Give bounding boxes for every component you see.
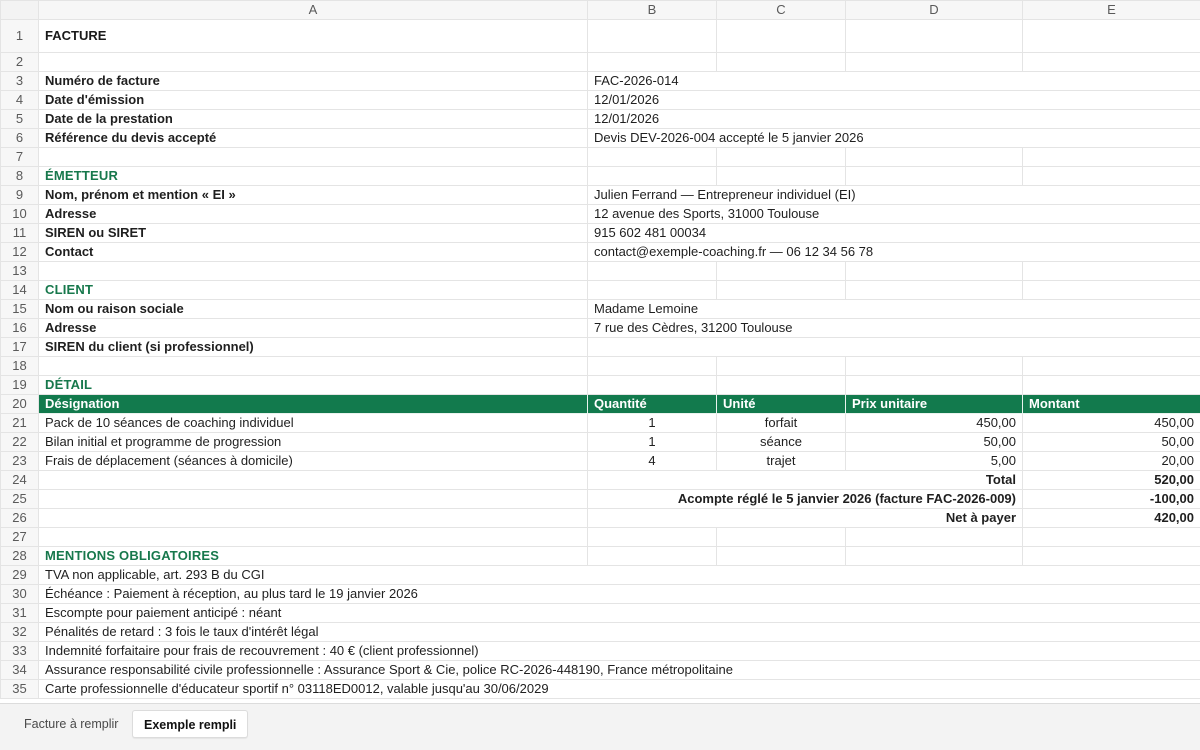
cell[interactable] xyxy=(846,357,1023,376)
label-cell[interactable]: Nom ou raison sociale xyxy=(39,300,588,319)
row-header[interactable]: 31 xyxy=(1,604,39,623)
row-header[interactable]: 33 xyxy=(1,642,39,661)
cell[interactable] xyxy=(846,20,1023,53)
designation-cell[interactable]: Bilan initial et programme de progression xyxy=(39,433,588,452)
cell[interactable] xyxy=(846,167,1023,186)
cell[interactable] xyxy=(846,281,1023,300)
table-header-prix-unitaire[interactable]: Prix unitaire xyxy=(846,395,1023,414)
value-cell[interactable]: 12/01/2026 xyxy=(588,110,1200,129)
label-cell[interactable]: Référence du devis accepté xyxy=(39,129,588,148)
cell[interactable] xyxy=(1023,281,1200,300)
cell[interactable] xyxy=(846,53,1023,72)
row-header[interactable]: 30 xyxy=(1,585,39,604)
column-header-b[interactable]: B xyxy=(588,1,717,20)
row-header[interactable]: 23 xyxy=(1,452,39,471)
value-cell[interactable]: FAC-2026-014 xyxy=(588,72,1200,91)
value-cell[interactable]: 915 602 481 00034 xyxy=(588,224,1200,243)
row-14 xyxy=(1,281,1200,300)
select-all-corner[interactable] xyxy=(1,1,39,20)
row-header[interactable]: 8 xyxy=(1,167,39,186)
row-header[interactable]: 22 xyxy=(1,433,39,452)
cell[interactable] xyxy=(588,167,717,186)
row-17 xyxy=(1,338,1200,357)
row-24 xyxy=(1,471,1200,490)
value-cell[interactable]: 12/01/2026 xyxy=(588,91,1200,110)
cell[interactable] xyxy=(717,20,846,53)
table-row xyxy=(1,452,1200,471)
cell[interactable] xyxy=(588,528,717,547)
amount-cell[interactable]: 450,00 xyxy=(1023,414,1200,433)
unit-cell[interactable]: forfait xyxy=(717,414,846,433)
value-cell[interactable] xyxy=(588,338,1200,357)
cell[interactable] xyxy=(717,528,846,547)
label-cell[interactable]: Adresse xyxy=(39,205,588,224)
quantity-cell[interactable]: 1 xyxy=(588,433,717,452)
label-cell[interactable]: SIREN du client (si professionnel) xyxy=(39,338,588,357)
cell[interactable] xyxy=(588,547,717,566)
row-18 xyxy=(1,357,1200,376)
value-cell[interactable]: 7 rue des Cèdres, 31200 Toulouse xyxy=(588,319,1200,338)
cell[interactable] xyxy=(846,148,1023,167)
cell[interactable] xyxy=(717,547,846,566)
label-cell[interactable]: Numéro de facture xyxy=(39,72,588,91)
row-7 xyxy=(1,148,1200,167)
label-cell[interactable]: Date d'émission xyxy=(39,91,588,110)
row-30 xyxy=(1,585,1200,604)
label-cell[interactable]: SIREN ou SIRET xyxy=(39,224,588,243)
row-1 xyxy=(1,20,1200,53)
amount-cell[interactable]: 20,00 xyxy=(1023,452,1200,471)
cell[interactable] xyxy=(846,528,1023,547)
net-to-pay-value[interactable]: 420,00 xyxy=(1023,509,1200,528)
row-header[interactable]: 15 xyxy=(1,300,39,319)
value-cell[interactable]: Madame Lemoine xyxy=(588,300,1200,319)
row-header[interactable]: 6 xyxy=(1,129,39,148)
cell[interactable] xyxy=(1023,148,1200,167)
column-header-a[interactable]: A xyxy=(39,1,588,20)
row-4 xyxy=(1,91,1200,110)
table-row xyxy=(1,433,1200,452)
cell[interactable] xyxy=(588,53,717,72)
row-header[interactable]: 26 xyxy=(1,509,39,528)
row-13 xyxy=(1,262,1200,281)
row-header[interactable]: 12 xyxy=(1,243,39,262)
label-cell[interactable]: Adresse xyxy=(39,319,588,338)
cell[interactable] xyxy=(1023,20,1200,53)
row-header[interactable]: 35 xyxy=(1,680,39,699)
total-label[interactable]: Total xyxy=(588,471,1023,490)
cell[interactable] xyxy=(1023,547,1200,566)
row-19 xyxy=(1,376,1200,395)
row-header[interactable]: 14 xyxy=(1,281,39,300)
row-header[interactable]: 4 xyxy=(1,91,39,110)
cell[interactable] xyxy=(846,547,1023,566)
cell[interactable] xyxy=(39,148,588,167)
row-35 xyxy=(1,680,1200,699)
mention-cell[interactable]: Indemnité forfaitaire pour frais de recouvrement : 40 € (client professionnel) xyxy=(39,642,1200,661)
mention-cell[interactable]: Échéance : Paiement à réception, au plus tard le 19 janvier 2026 xyxy=(39,585,1200,604)
cell[interactable] xyxy=(717,148,846,167)
row-25 xyxy=(1,490,1200,509)
deposit-label[interactable]: Acompte réglé le 5 janvier 2026 (facture FAC-2026-009) xyxy=(588,490,1023,509)
row-27 xyxy=(1,528,1200,547)
cell[interactable] xyxy=(39,471,588,490)
cell[interactable] xyxy=(717,357,846,376)
table-row xyxy=(1,414,1200,433)
cell[interactable] xyxy=(39,262,588,281)
cell[interactable] xyxy=(39,528,588,547)
sheet-tab-exemple-rempli[interactable]: Exemple rempli xyxy=(132,710,248,738)
row-header[interactable]: 17 xyxy=(1,338,39,357)
value-cell[interactable]: Devis DEV-2026-004 accepté le 5 janvier 2026 xyxy=(588,129,1200,148)
column-header-d[interactable]: D xyxy=(846,1,1023,20)
sheet-tab-bar xyxy=(0,703,1200,750)
value-cell[interactable]: contact@exemple-coaching.fr — 06 12 34 56 78 xyxy=(588,243,1200,262)
row-header[interactable]: 29 xyxy=(1,566,39,585)
cell[interactable] xyxy=(717,262,846,281)
row-header[interactable]: 9 xyxy=(1,186,39,205)
label-cell[interactable]: Date de la prestation xyxy=(39,110,588,129)
section-heading-detail[interactable]: DÉTAIL xyxy=(39,376,588,395)
row-header[interactable]: 18 xyxy=(1,357,39,376)
deposit-value[interactable]: -100,00 xyxy=(1023,490,1200,509)
cell[interactable] xyxy=(1023,357,1200,376)
row-header[interactable]: 2 xyxy=(1,53,39,72)
unit-cell[interactable]: trajet xyxy=(717,452,846,471)
column-header-c[interactable]: C xyxy=(717,1,846,20)
mention-cell[interactable]: Pénalités de retard : 3 fois le taux d'intérêt légal xyxy=(39,623,1200,642)
unit-price-cell[interactable]: 450,00 xyxy=(846,414,1023,433)
section-heading-emetteur[interactable]: ÉMETTEUR xyxy=(39,167,588,186)
row-header[interactable]: 13 xyxy=(1,262,39,281)
row-header[interactable]: 3 xyxy=(1,72,39,91)
cell[interactable] xyxy=(1023,167,1200,186)
row-9 xyxy=(1,186,1200,205)
row-16 xyxy=(1,319,1200,338)
row-header[interactable]: 20 xyxy=(1,395,39,414)
quantity-cell[interactable]: 1 xyxy=(588,414,717,433)
table-header-montant[interactable]: Montant xyxy=(1023,395,1200,414)
section-heading-client[interactable]: CLIENT xyxy=(39,281,588,300)
cell[interactable] xyxy=(717,53,846,72)
table-header-unite[interactable]: Unité xyxy=(717,395,846,414)
designation-cell[interactable]: Pack de 10 séances de coaching individuel xyxy=(39,414,588,433)
row-15 xyxy=(1,300,1200,319)
cell[interactable] xyxy=(588,148,717,167)
row-32 xyxy=(1,623,1200,642)
mention-cell[interactable]: Escompte pour paiement anticipé : néant xyxy=(39,604,1200,623)
row-header[interactable]: 10 xyxy=(1,205,39,224)
cell[interactable] xyxy=(717,376,846,395)
cell[interactable] xyxy=(1023,376,1200,395)
value-cell[interactable]: 12 avenue des Sports, 31000 Toulouse xyxy=(588,205,1200,224)
row-6 xyxy=(1,129,1200,148)
cell[interactable] xyxy=(1023,262,1200,281)
sheet-tab-facture-a-remplir[interactable]: Facture à remplir xyxy=(24,717,119,731)
row-8 xyxy=(1,167,1200,186)
row-header[interactable]: 19 xyxy=(1,376,39,395)
unit-price-cell[interactable]: 5,00 xyxy=(846,452,1023,471)
cell[interactable] xyxy=(717,167,846,186)
unit-cell[interactable]: séance xyxy=(717,433,846,452)
cell[interactable] xyxy=(39,509,588,528)
row-header[interactable]: 11 xyxy=(1,224,39,243)
row-header[interactable]: 16 xyxy=(1,319,39,338)
mention-cell[interactable]: Assurance responsabilité civile professionnelle : Assurance Sport & Cie, police RC-2026-448190, France métropolitaine xyxy=(39,661,1200,680)
row-31 xyxy=(1,604,1200,623)
row-header[interactable]: 7 xyxy=(1,148,39,167)
label-cell[interactable]: Contact xyxy=(39,243,588,262)
label-cell[interactable]: Nom, prénom et mention « EI » xyxy=(39,186,588,205)
designation-cell[interactable]: Frais de déplacement (séances à domicile) xyxy=(39,452,588,471)
mention-cell[interactable]: Carte professionnelle d'éducateur sportif n° 03118ED0012, valable jusqu'au 30/06/2029 xyxy=(39,680,1200,699)
net-to-pay-label[interactable]: Net à payer xyxy=(588,509,1023,528)
row-header[interactable]: 24 xyxy=(1,471,39,490)
row-26 xyxy=(1,509,1200,528)
row-20 xyxy=(1,395,1200,414)
cell[interactable] xyxy=(588,20,717,53)
row-header[interactable]: 32 xyxy=(1,623,39,642)
cell[interactable] xyxy=(1023,528,1200,547)
row-29 xyxy=(1,566,1200,585)
row-11 xyxy=(1,224,1200,243)
section-heading-mentions[interactable]: MENTIONS OBLIGATOIRES xyxy=(39,547,588,566)
invoice-title[interactable]: FACTURE xyxy=(39,20,588,53)
unit-price-cell[interactable]: 50,00 xyxy=(846,433,1023,452)
cell[interactable] xyxy=(39,357,588,376)
row-header[interactable]: 1 xyxy=(1,20,39,53)
row-header[interactable]: 21 xyxy=(1,414,39,433)
row-10 xyxy=(1,205,1200,224)
cell[interactable] xyxy=(1023,53,1200,72)
row-header[interactable]: 28 xyxy=(1,547,39,566)
row-2 xyxy=(1,53,1200,72)
value-cell[interactable]: Julien Ferrand — Entrepreneur individuel (EI) xyxy=(588,186,1200,205)
row-3 xyxy=(1,72,1200,91)
column-header-row xyxy=(1,1,1200,20)
cell[interactable] xyxy=(39,53,588,72)
cell[interactable] xyxy=(39,490,588,509)
row-34 xyxy=(1,661,1200,680)
column-header-e[interactable]: E xyxy=(1023,1,1200,20)
row-33 xyxy=(1,642,1200,661)
row-5 xyxy=(1,110,1200,129)
table-header-designation[interactable]: Désignation xyxy=(39,395,588,414)
mention-cell[interactable]: TVA non applicable, art. 293 B du CGI xyxy=(39,566,1200,585)
amount-cell[interactable]: 50,00 xyxy=(1023,433,1200,452)
cell[interactable] xyxy=(588,262,717,281)
cell[interactable] xyxy=(588,281,717,300)
row-header[interactable]: 27 xyxy=(1,528,39,547)
cell[interactable] xyxy=(588,357,717,376)
row-header[interactable]: 34 xyxy=(1,661,39,680)
row-header[interactable]: 25 xyxy=(1,490,39,509)
row-12 xyxy=(1,243,1200,262)
cell[interactable] xyxy=(717,281,846,300)
cell[interactable] xyxy=(846,376,1023,395)
cell[interactable] xyxy=(846,262,1023,281)
row-header[interactable]: 5 xyxy=(1,110,39,129)
total-value[interactable]: 520,00 xyxy=(1023,471,1200,490)
quantity-cell[interactable]: 4 xyxy=(588,452,717,471)
row-28 xyxy=(1,547,1200,566)
cell[interactable] xyxy=(588,376,717,395)
table-header-quantite[interactable]: Quantité xyxy=(588,395,717,414)
